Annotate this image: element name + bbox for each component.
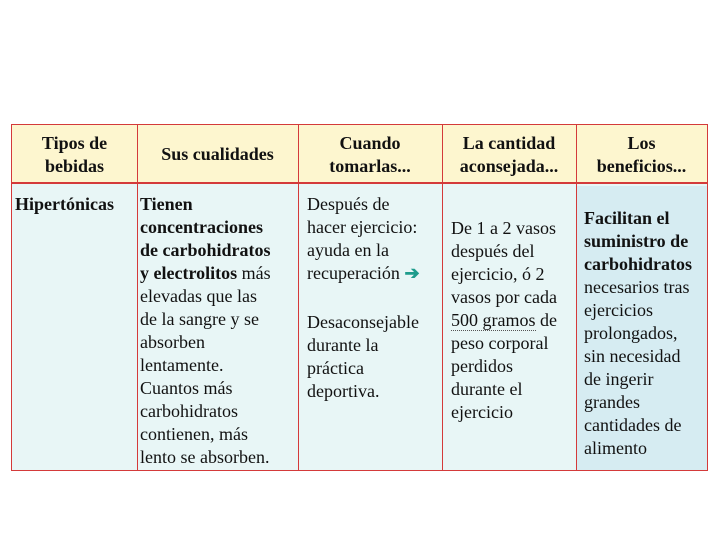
header-beneficios: Los beneficios... (596, 132, 687, 176)
beneficios-bold-text: Facilitan el suministro de carbohidratos (584, 208, 692, 274)
cell-cuando (307, 193, 441, 285)
header-cualidades: Sus cualidades (161, 144, 274, 164)
cantidad-text-b: 500 gramos (451, 310, 536, 330)
cell-cuando-2: Desaconsejable durante la práctica deportiva. (307, 312, 419, 401)
cell-beneficios (584, 207, 708, 460)
arrow-right-icon: ➔ (404, 263, 420, 283)
beneficios-text: necesarios tras ejercicios prolongados, sin necesidad de ingerir grandes cantidades de alimento (584, 277, 690, 458)
cualidades-text: más elevadas que las de la sangre y se absorben lentamente. Cuantos más carbohidratos contienen, más lento se absorben. (140, 263, 271, 467)
cuando-text-1: Después de hacer ejercicio: ayuda en la recuperación (307, 194, 418, 283)
header-cuando: Cuando tomarlas... (329, 132, 411, 176)
header-tipos: Tipos de bebidas (41, 132, 108, 176)
cualidades-bold-text: Tienen concentraciones de carbohidratos y electrolitos (140, 194, 271, 283)
cantidad-text-a: De 1 a 2 vasos después del ejercicio, ó 2 vasos por cada (451, 218, 557, 307)
cell-cantidad (451, 217, 575, 424)
cell-cualidades (140, 193, 296, 469)
beverage-table (11, 124, 708, 471)
header-cantidad: La cantidad aconsejada... (459, 132, 559, 176)
cell-tipo: Hipertónicas (15, 194, 114, 214)
cantidad-text-c: de peso corporal perdidos durante el ejercicio (451, 310, 557, 422)
